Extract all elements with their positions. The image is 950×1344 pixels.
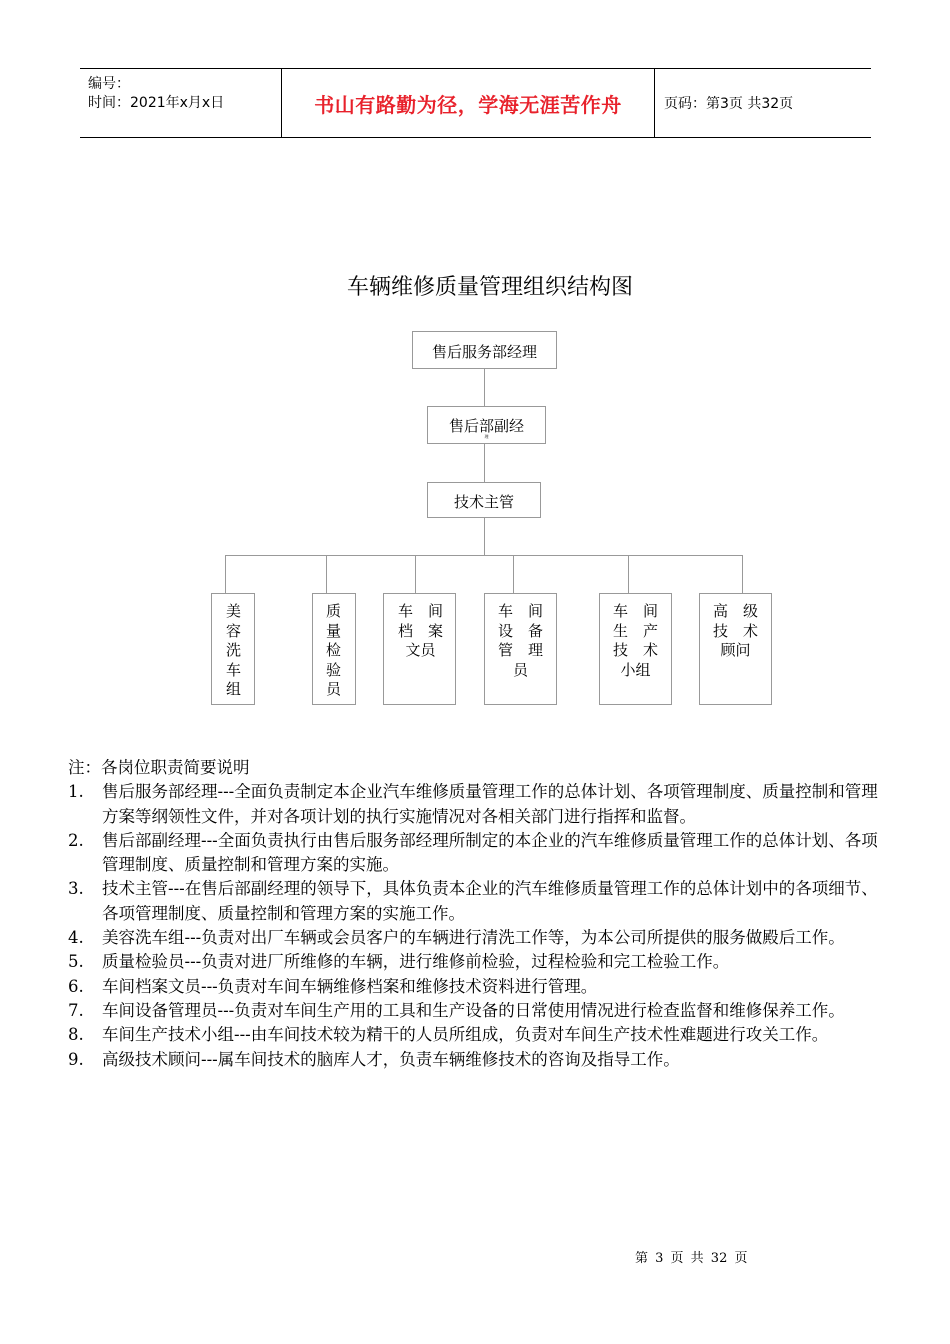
note-number: 2. [68,830,84,850]
org-box-label: 质量检验员 [325,602,341,698]
org-box-team [599,593,672,705]
org-box-label: 车 间档 案文员 [397,602,443,659]
note-text: 技术主管---在售后部副经理的领导下，具体负责本企业的汽车维修质量管理工作的总体计划中的各项细节、各项管理制度、质量控制和管理方案的实施工作。 [102,879,878,923]
org-box-label: 高 级技 术顾问 [712,602,758,659]
note-item [68,999,888,1023]
org-box-label: 售后部副经 [448,417,524,435]
header-meta [88,75,224,113]
note-text: 车间设备管理员---负责对车间生产用的工具和生产设备的日常使用情况进行检查监督和维修保养工作。 [102,1000,845,1020]
note-number: 3. [68,879,84,899]
document-number: 编号： [88,76,130,92]
note-item [68,780,888,829]
connector-line [742,555,743,593]
org-box-label: 技术主管 [453,493,514,511]
note-text: 车间档案文员---负责对车间车辆维修档案和维修技术资料进行管理。 [102,976,598,996]
page-header [80,68,871,138]
note-number: 1. [68,782,84,802]
document-date: 时间：2021年x月x日 [88,95,225,111]
org-box-label-small: 理 [484,434,489,439]
note-item [68,877,888,926]
note-item [68,975,888,999]
org-box-manager [412,331,557,369]
org-box-team [699,593,772,705]
org-box-team [211,593,255,705]
org-box-team [383,593,456,705]
note-number: 8. [68,1025,84,1045]
org-box-label: 车 间设 备管 理员 [497,602,543,679]
connector-line [484,444,485,482]
note-number: 5. [68,952,84,972]
connector-bus [225,555,743,556]
note-text: 售后服务部经理---全面负责制定本企业汽车维修质量管理工作的总体计划、各项管理制度、质量控制和管理方案等纲领性文件，并对各项计划的执行实施情况对各相关部门进行指挥和监督。 [102,782,878,826]
note-number: 9. [68,1049,84,1069]
org-box-label: 售后服务部经理 [431,343,537,361]
note-text: 质量检验员---负责对进厂所维修的车辆，进行维修前检验，过程检验和完工检验工作。 [102,952,730,972]
note-item [68,950,888,974]
note-text: 售后部副经理---全面负责执行由售后服务部经理所制定的本企业的汽车维修质量管理工作的总体计划、各项管理制度、质量控制和管理方案的实施。 [102,830,878,875]
header-divider [654,69,655,137]
note-item [68,1023,888,1047]
org-box-label: 车 间生 产技 术小组 [612,602,658,679]
org-box-tech-lead [427,482,541,518]
note-item [68,926,888,950]
org-box-team [312,593,356,705]
connector-line [628,555,629,593]
notes-section [68,756,888,1072]
connector-line [513,555,514,593]
header-motto: 书山有路勤为径，学海无涯苦作舟 [314,92,622,117]
connector-line [415,555,416,593]
connector-line [326,555,327,593]
note-text: 美容洗车组---负责对出厂车辆或会员客户的车辆进行清洗工作等，为本公司所提供的服务做殿后工作。 [102,928,845,948]
org-box-label: 美容洗车组 [225,602,241,698]
note-item [68,829,888,878]
page-footer: 第 3 页 共 32 页 [635,1251,748,1266]
connector-line [484,369,485,406]
org-box-deputy [427,406,546,444]
org-box-team [484,593,557,705]
header-page-info: 页码：第3页 共32页 [664,96,794,112]
note-number: 7. [68,1000,84,1020]
note-item [68,1048,888,1072]
notes-intro: 注：各岗位职责简要说明 [68,758,250,777]
note-text: 高级技术顾问---属车间技术的脑库人才，负责车辆维修技术的咨询及指导工作。 [102,1049,680,1069]
connector-line [484,518,485,555]
connector-line [225,555,226,593]
note-text: 车间生产技术小组---由车间技术较为精干的人员所组成，负责对车间生产技术性难题进行攻关工作。 [102,1025,829,1045]
note-number: 4. [68,928,84,948]
page-title: 车辆维修质量管理组织结构图 [346,275,633,300]
note-number: 6. [68,976,84,996]
